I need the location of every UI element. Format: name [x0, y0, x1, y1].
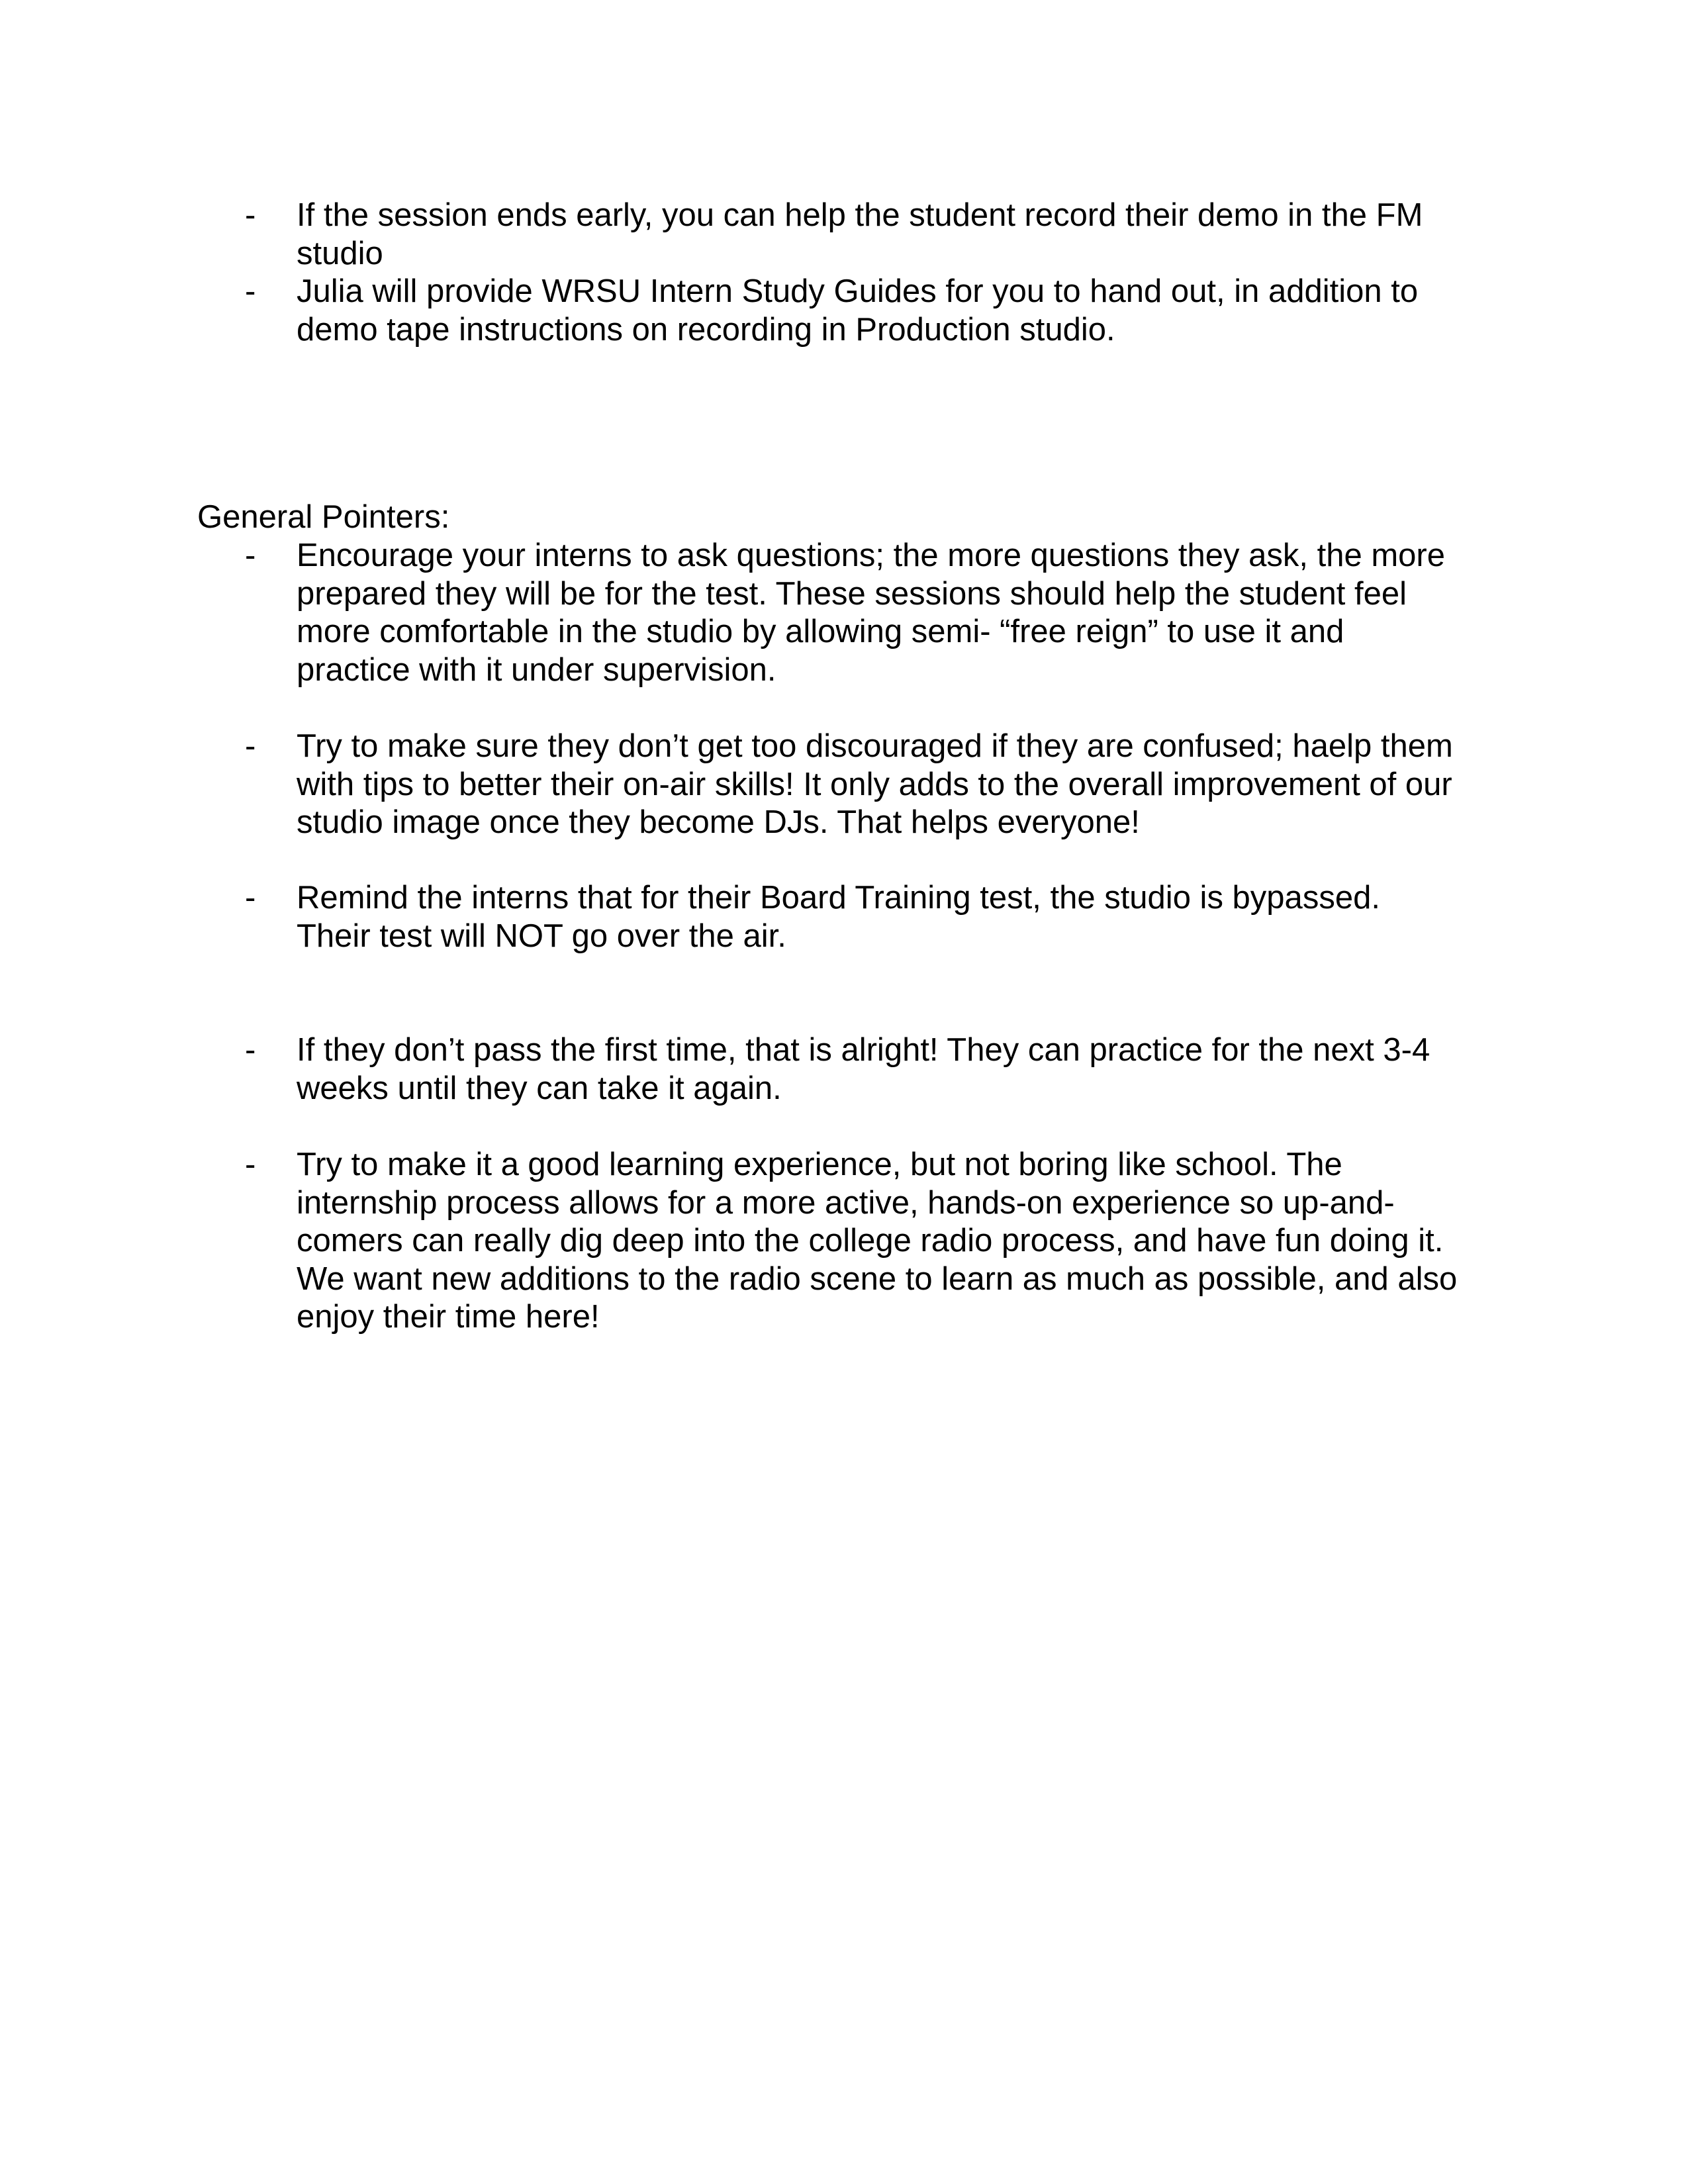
list-item: [245, 728, 1489, 842]
section-heading: General Pointers:: [197, 499, 450, 535]
list-item-text: If they don’t pass the first time, that is alright! They can practice for the next 3-4 weeks until they can take it again.: [297, 1032, 1430, 1106]
list-item: [245, 1031, 1489, 1108]
list-item: [245, 273, 1489, 349]
list-item-text: Julia will provide WRSU Intern Study Guides for you to hand out, in addition to demo tape instructions on recording in Production studio.: [297, 273, 1419, 348]
bullet-dash: -: [245, 197, 256, 233]
bullet-dash: -: [245, 880, 256, 916]
bullet-dash: -: [245, 728, 256, 764]
bullet-dash: -: [245, 1147, 256, 1182]
list-item-text: Try to make it a good learning experience, but not boring like school. The internship process allows for a more active, hands-on experience so up-and- comers can really dig deep into the college radio process, and have fun doing it. We want new additions to the radio scene to learn as much as possible, and also enjoy their time here!: [297, 1147, 1458, 1335]
list-item: [245, 197, 1489, 273]
bullet-dash: -: [245, 538, 256, 573]
list-item-text: Remind the interns that for their Board Training test, the studio is bypassed. Their test will NOT go over the air.: [297, 880, 1380, 954]
list-item-text: Try to make sure they don’t get too discouraged if they are confused; haelp them with tips to better their on-air skills! It only adds to the overall improvement of our studio image once they become DJs. That helps everyone!: [297, 728, 1453, 840]
bullet-dash: -: [245, 273, 256, 309]
list-item: [245, 1146, 1489, 1337]
bullet-dash: -: [245, 1032, 256, 1068]
list-item-text: If the session ends early, you can help the student record their demo in the FM studio: [297, 197, 1423, 271]
list-item: [245, 537, 1489, 689]
list-item: [245, 879, 1489, 955]
list-item-text: Encourage your interns to ask questions; the more questions they ask, the more prepared they will be for the test. These sessions should help the student feel more comfortable in the studio by allowing semi- “free reign” to use it and practice with it under supervision.: [297, 538, 1446, 688]
